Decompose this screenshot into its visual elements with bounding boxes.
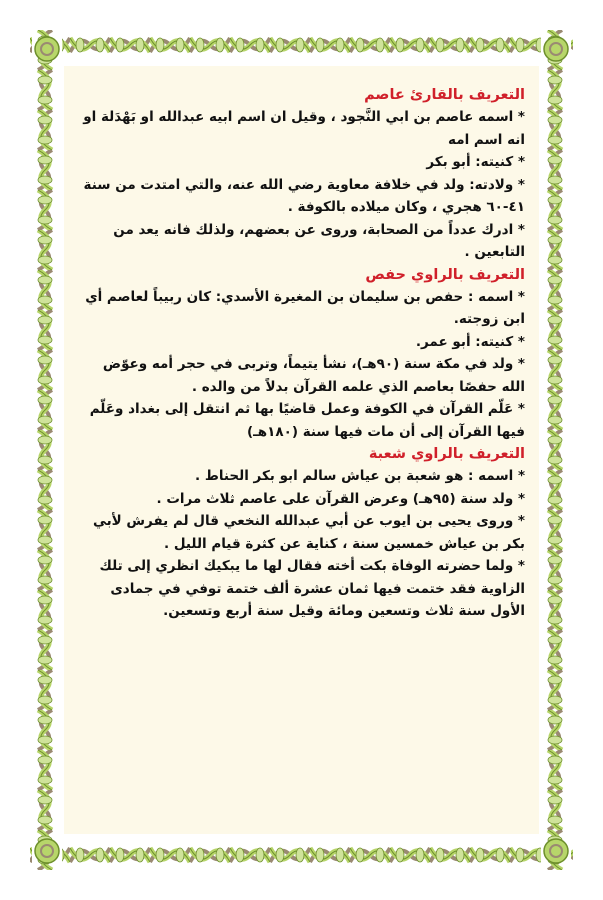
decorative-frame [30,30,573,870]
paragraph: * ولما حضرته الوفاة بكت أخته فقال لها ما يبكيك انظري إلى تلك الزاوية فقد ختمت فيها ثمان عشرة ألف ختمة توفي في جمادى الأول سنة ثلاث وتسعين ومائة وقيل سنة أربع وتسعين. [99,558,525,619]
paragraph: * اسمه : حفص بن سليمان بن المغيرة الأسدي: كان ربيباً لعاصم أي ابن زوجته. [85,288,525,327]
paragraph: * ادرك عدداً من الصحابة، وروى عن بعضهم، ولذلك فانه يعد من التابعين . [113,221,525,260]
section-hafs [78,264,525,444]
content-panel [64,66,539,834]
paragraph: * ولد سنة (٩٥هـ) وعرض القرآن على عاصم ثلاث مرات . [156,490,525,507]
section-heading: التعريف بالراوي شعبة [368,446,525,462]
section-shuba [78,443,525,623]
paragraph: * ولادته: ولد في خلافة معاوية رضي الله عنه، والتي امتدت من سنة ٤١-٦٠ هجري ، وكان ميلاده بالكوفة . [83,176,525,215]
paragraph: * عَلّم القرآن في الكوفة وعمل قاضيًا بها ثم انتقل إلى بغداد وعَلّم فيها القرآن إلى أن مات فيها سنة (١٨٠هـ) [89,401,525,440]
section-heading: التعريف بالراوي حفص [365,266,525,283]
paragraph: * كنيته: أبو عمر. [415,333,525,350]
paragraph: * اسمه : هو شعبة بن عياش سالم ابو بكر الحناط . [195,468,525,484]
paragraph: * اسمه عاصم بن ابي النَّجود ، وقيل ان اسم ابيه عبدالله او بَهْدَلة او انه اسم امه [83,109,525,148]
section-heading: التعريف بالقارئ عاصم [364,87,525,103]
paragraph: * وروى يحيى بن ايوب عن أبي عبدالله النخعي قال لم يفرش لأبي بكر بن عياش خمسين سنة ، كناية عن كثرة قيام الليل . [92,513,525,552]
section-asim [78,84,525,264]
paragraph: * كنيته: أبو بكر [426,154,525,170]
paragraph: * ولد في مكة سنة (٩٠هـ)، نشأ يتيماً، وتربى في حجر أمه وعوّض الله حفصًا بعاصم الذي علمه القرآن بدلاً من والده . [102,356,525,395]
